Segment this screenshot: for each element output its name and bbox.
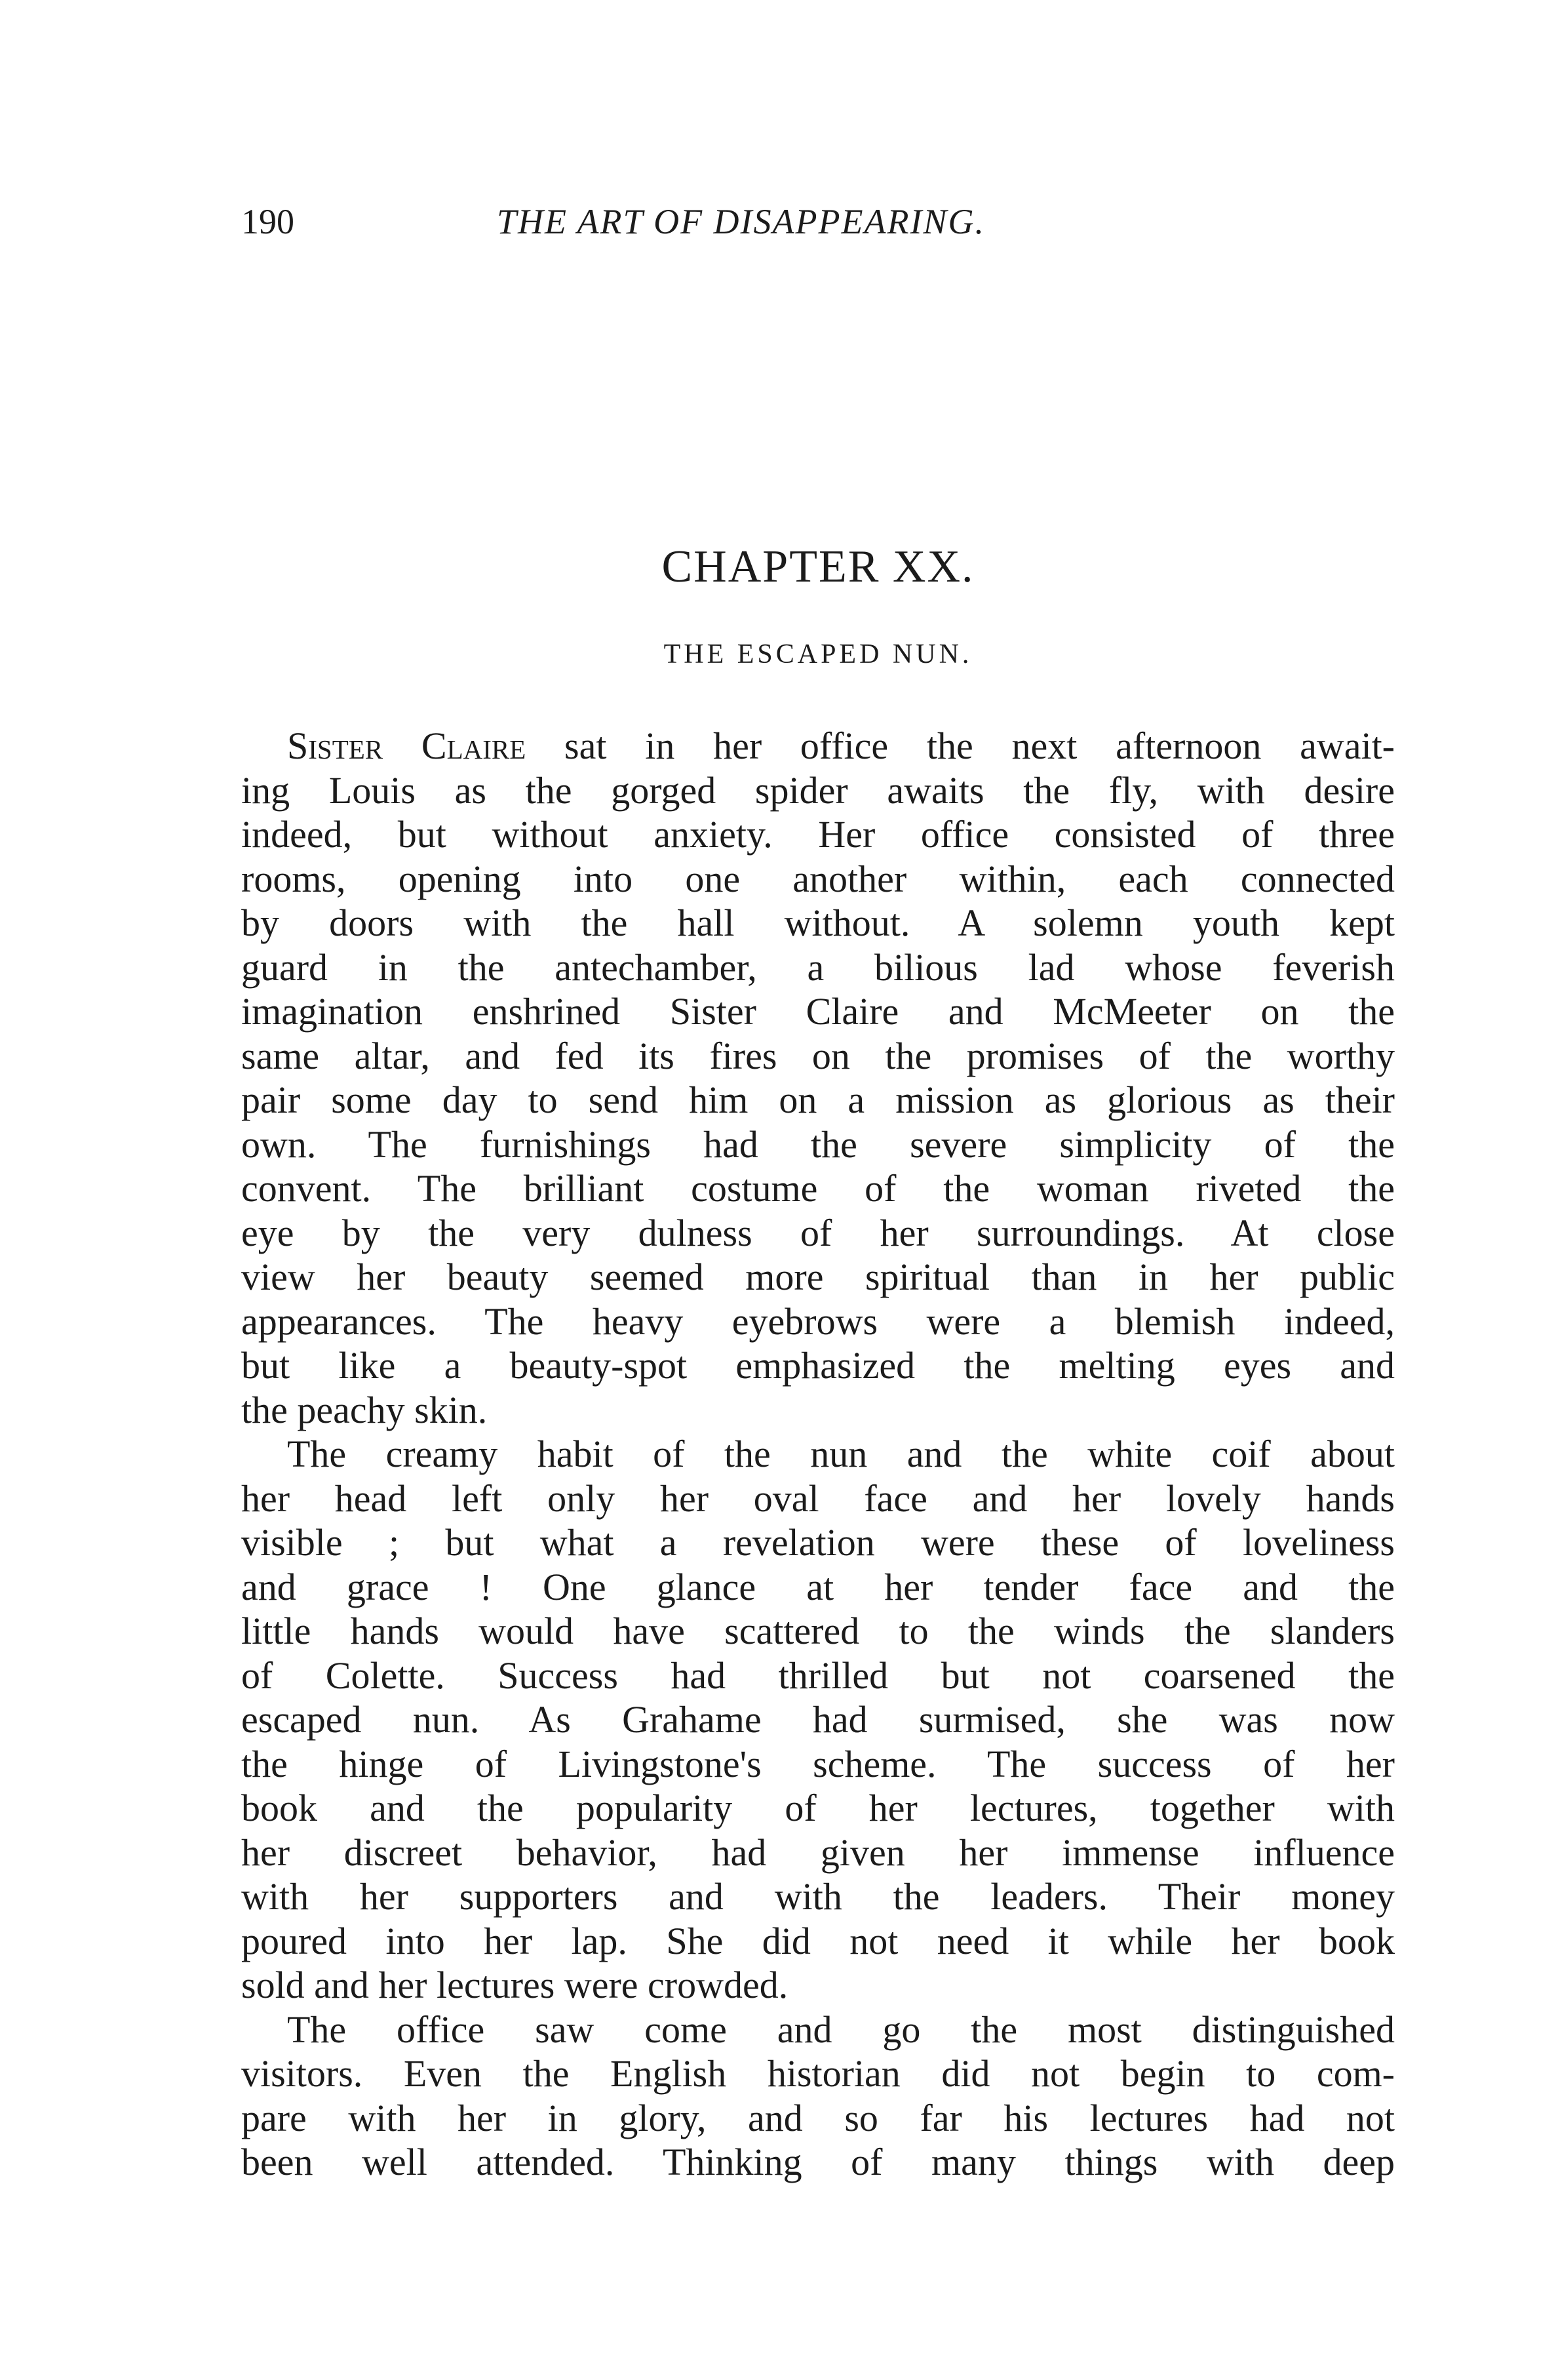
chapter-body xyxy=(241,724,1395,2185)
running-title: THE ART OF DISAPPEARING. xyxy=(497,202,985,241)
text-line: her discreet behavior, had given her immense influence xyxy=(241,1831,1395,1874)
text-line: with her supporters and with the leaders. Their money xyxy=(241,1875,1395,1918)
text-line: her head left only her oval face and her lovely hands xyxy=(241,1477,1395,1520)
text-line: indeed, but without anxiety. Her office consisted of three xyxy=(241,813,1395,856)
text-line: own. The furnishings had the severe simplicity of the xyxy=(241,1122,1395,1166)
text-line: guard in the antechamber, a bilious lad whose feverish xyxy=(241,945,1395,989)
text-line: visitors. Even the English historian did not begin to com- xyxy=(241,2052,1395,2095)
text-line: same altar, and fed its fires on the promises of the worthy xyxy=(241,1034,1395,1077)
chapter-title: CHAPTER XX. xyxy=(661,542,975,592)
text-line: poured into her lap. She did not need it while her book xyxy=(241,1919,1395,1962)
text-line: imagination enshrined Sister Claire and McMeeter on the xyxy=(241,990,1395,1033)
text-line: visible ; but what a revelation were these of loveliness xyxy=(241,1521,1395,1564)
text-line: eye by the very dulness of her surroundings. At close xyxy=(241,1211,1395,1254)
page-number: 190 xyxy=(241,202,294,241)
text-line: The office saw come and go the most distinguished xyxy=(287,2008,1395,2051)
opening-words: Sister Claire xyxy=(287,724,526,767)
text-line: appearances. The heavy eyebrows were a blemish indeed, xyxy=(241,1299,1395,1343)
text-line: and grace ! One glance at her tender face and the xyxy=(241,1565,1395,1608)
text-line: of Colette. Success had thrilled but not coarsened the xyxy=(241,1654,1395,1697)
paragraph xyxy=(241,2008,1395,2185)
text-line: sold and her lectures were crowded. xyxy=(241,1964,789,2006)
text-line: ing Louis as the gorged spider awaits the fly, with desire xyxy=(241,768,1395,812)
text-line: escaped nun. As Grahame had surmised, she was now xyxy=(241,1698,1395,1741)
running-head xyxy=(241,195,1395,248)
paragraph xyxy=(241,724,1395,1432)
text-line: book and the popularity of her lectures, together with xyxy=(241,1787,1395,1829)
text-line: but like a beauty-spot emphasized the melting eyes and xyxy=(241,1344,1395,1387)
text-line: Sister Claire sat in her office the next afternoon await- xyxy=(287,724,1395,767)
chapter-subtitle: THE ESCAPED NUN. xyxy=(663,639,973,669)
text-line: The creamy habit of the nun and the white coif about xyxy=(287,1433,1395,1475)
text-line: been well attended. Thinking of many things with deep xyxy=(241,2141,1395,2183)
text-line: pair some day to send him on a mission as glorious as their xyxy=(241,1079,1395,1121)
paragraph xyxy=(241,1432,1395,2008)
text-line: the hinge of Livingstone's scheme. The success of her xyxy=(241,1742,1395,1785)
text-line: by doors with the hall without. A solemn youth kept xyxy=(241,902,1395,944)
text-line: convent. The brilliant costume of the woman riveted the xyxy=(241,1167,1395,1210)
text-line: view her beauty seemed more spiritual than in her public xyxy=(241,1256,1395,1298)
text-line: pare with her in glory, and so far his lectures had not xyxy=(241,2096,1395,2139)
text-line: the peachy skin. xyxy=(241,1388,488,1431)
text-line: little hands would have scattered to the winds the slanders xyxy=(241,1610,1395,1652)
text-line: rooms, opening into one another within, each connected xyxy=(241,857,1395,900)
